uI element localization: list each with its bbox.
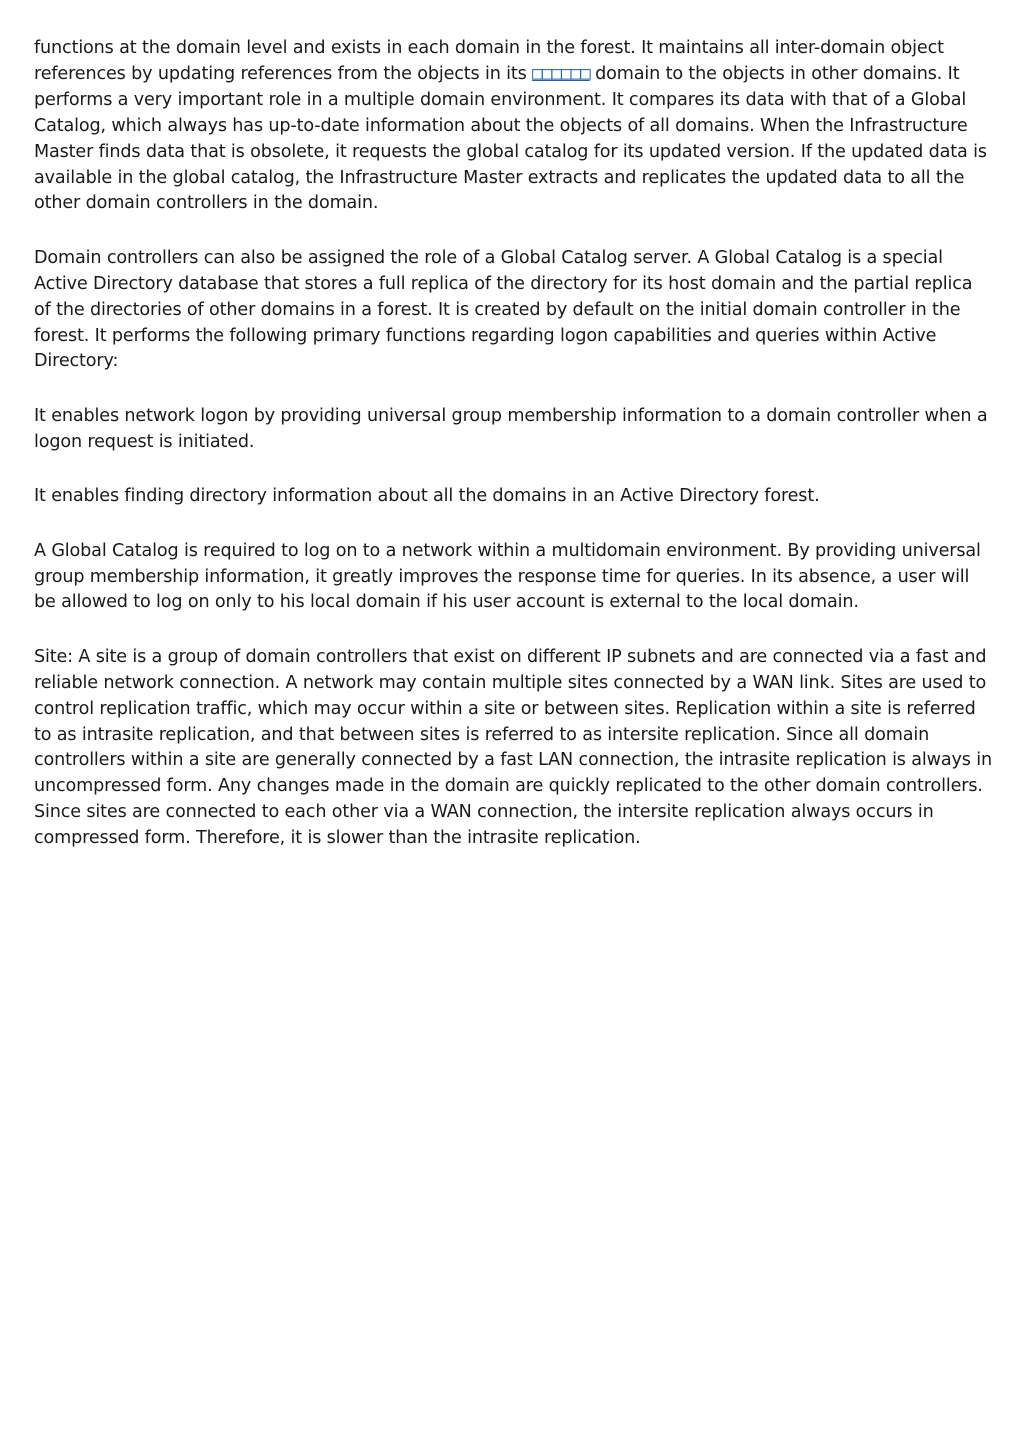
- paragraph-global-catalog-intro: Domain controllers can also be assigned the role of a Global Catalog server. A Global Catalog is a special Active Directory database that stores a full replica of the directory for its host domain and the partial replica of the directories of other domains in a forest. It is created by default on the initial domain controller in the forest. It performs the following primary functions regarding logon capabilities and queries within Active Directory:: [34, 247, 973, 372]
- document-body: [34, 36, 994, 881]
- paragraph-infrastructure-master: [34, 36, 994, 217]
- paragraph-text-after-link: domain to the objects in other domains. It performs a very important role in a multiple domain environment. It compares its data with that of a Global Catalog, which always has up-to-date information about the objects of all domains. When the Infrastructure Master finds data that is obsolete, it requests the global catalog for its updated version. If the updated data is available in the global catalog, the Infrastructure Master extracts and replicates the updated data to all the other domain controllers in the domain.: [34, 63, 987, 214]
- paragraph-multidomain-logon: A Global Catalog is required to log on to a network within a multidomain environment. By providing universal group membership information, it greatly improves the response time for queries. In its absence, a user will be allowed to log on only to his local domain if his user account is external to the local domain.: [34, 540, 981, 613]
- paragraph-network-logon: It enables network logon by providing universal group membership information to a domain controller when a logon request is initiated.: [34, 405, 988, 452]
- paragraph-directory-information: It enables finding directory information about all the domains in an Active Directory forest.: [34, 486, 820, 507]
- paragraph-site-replication: Site: A site is a group of domain controllers that exist on different IP subnets and are connected via a fast and reliable network connection. A network may contain multiple sites connected by a WAN link. Sites are used to control replication traffic, which may occur within a site or between sites. Replication within a site is referred to as intrasite replication, and that between sites is referred to as intersite replication. Since all domain controllers within a site are generally connected by a fast LAN connection, the intrasite replication is always in uncompressed form. Any changes made in the domain are quickly replicated to the other domain controllers. Since sites are connected to each other via a WAN connection, the intersite replication always occurs in compressed form. Therefore, it is slower than the intrasite replication.: [34, 646, 992, 849]
- paragraph-text-before-link: functions at the domain level and exists in each domain in the forest. It maintains all inter-domain object references by updating references from the objects in its: [34, 38, 944, 84]
- inline-link[interactable]: □□□□□□: [532, 63, 590, 84]
